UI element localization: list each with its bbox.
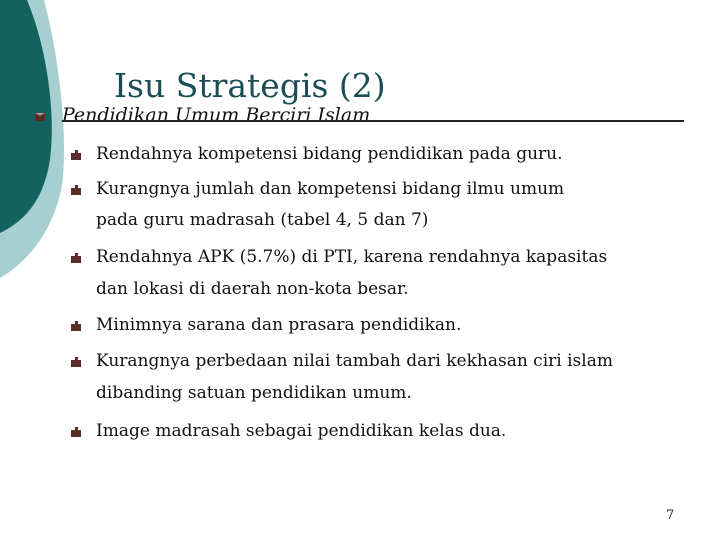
ribbon-bullet-icon <box>71 185 81 195</box>
ribbon-bullet-icon <box>71 321 81 331</box>
bullet-text-continuation: dan lokasi di daerah non-kota besar. <box>96 279 409 299</box>
bullet-text: Minimnya sarana dan prasara pendidikan. <box>96 315 462 335</box>
bullet-text: Image madrasah sebagai pendidikan kelas dua. <box>96 421 507 441</box>
bullet-text: Rendahnya APK (5.7%) di PTI, karena rendahnya kapasitas <box>96 247 608 267</box>
bullet-text: Rendahnya kompetensi bidang pendidikan pada guru. <box>96 144 563 164</box>
bullet-text-continuation: pada guru madrasah (tabel 4, 5 dan 7) <box>96 210 429 230</box>
page-number: 7 <box>666 508 675 523</box>
ribbon-bullet-icon <box>71 357 81 367</box>
bullet-text: Kurangnya jumlah dan kompetensi bidang ilmu umum <box>96 179 565 199</box>
bullet-text: Kurangnya perbedaan nilai tambah dari kekhasan ciri islam <box>96 351 613 371</box>
ribbon-bullet-icon <box>71 253 81 263</box>
slide-subtitle: Pendidikan Umum Berciri Islam <box>62 104 371 126</box>
ribbon-bullet-icon <box>71 150 81 160</box>
slide-title: Isu Strategis (2) <box>114 66 386 105</box>
bullet-text-continuation: dibanding satuan pendidikan umum. <box>96 383 412 403</box>
ribbon-bullet-icon <box>71 427 81 437</box>
